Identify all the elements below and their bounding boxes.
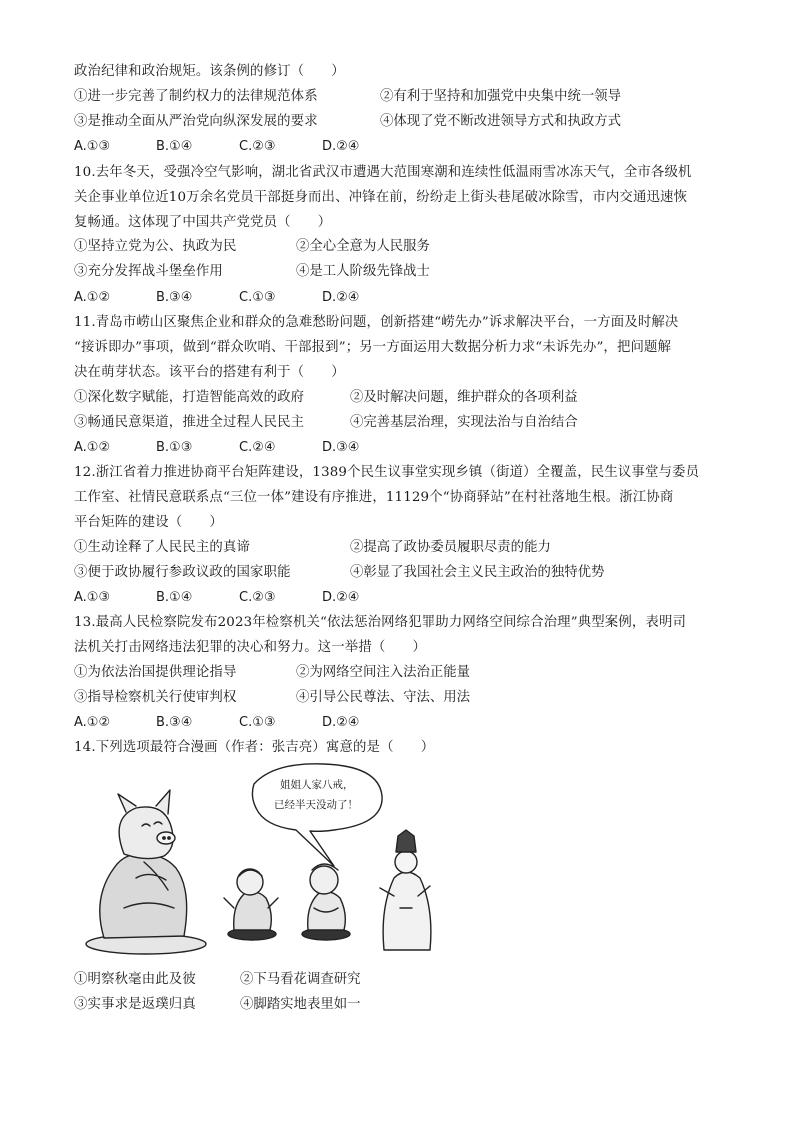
q10-stem-line-3: 复畅通。这体现了中国共产党党员（ ） xyxy=(74,215,332,230)
q10-statement-2: ②全心全意为人民服务 xyxy=(296,239,430,254)
q12-choice-c: C.②③ xyxy=(239,590,276,605)
q12-statement-3: ③便于政协履行参政议政的国家职能 xyxy=(74,565,291,580)
bubble-text-line-2: 已经半天没动了！ xyxy=(274,799,358,811)
q10-choice-a: A.①② xyxy=(74,290,111,305)
q12-stem-line-2: 工作室、社情民意联系点“三位一体”建设有序推进，11129个“协商驿站”在村社落地生根。浙江协商 xyxy=(74,490,674,505)
q12-statement-2: ②提高了政协委员履职尽责的能力 xyxy=(350,540,551,555)
q11-stem-line-1: 11.青岛市崂山区聚焦企业和群众的急难愁盼问题，创新搭建“崂先办”诉求解决平台，一方面及时解决 xyxy=(74,315,679,330)
figure2-body xyxy=(308,892,346,930)
q14-statement-1: ①明察秋毫由此及彼 xyxy=(74,972,196,987)
q13-choice-b: B.③④ xyxy=(156,715,193,730)
monk-body xyxy=(383,872,431,950)
q10-stem-line-2: 关企事业单位近10万余名党员干部挺身而出、冲锋在前，纷纷走上街头巷尾破冰除雪，市内交通迅速恢 xyxy=(74,190,688,205)
q14-statement-4: ④脚踏实地表里如一 xyxy=(240,997,361,1012)
q9-statement-1: ①进一步完善了制约权力的法律规范体系 xyxy=(74,89,318,104)
q12-statement-4: ④彰显了我国社会主义民主政治的独特优势 xyxy=(350,565,605,580)
q13-choice-d: D.②④ xyxy=(322,715,360,730)
q9-statement-3: ③是推动全面从严治党向纵深发展的要求 xyxy=(74,114,318,129)
q13-statement-4: ④引导公民尊法、守法、用法 xyxy=(296,690,471,705)
q11-stem-line-3: 决在萌芽状态。该平台的搭建有利于（ ） xyxy=(74,365,345,380)
q9-choice-a: A.①③ xyxy=(74,139,111,154)
q10-choice-d: D.②④ xyxy=(322,290,360,305)
q13-choice-a: A.①② xyxy=(74,715,111,730)
q12-choice-d: D.②④ xyxy=(322,590,360,605)
q9-statement-2: ②有利于坚持和加强党中央集中统一领导 xyxy=(380,89,622,104)
q11-choice-a: A.①② xyxy=(74,440,111,455)
q14-statement-3: ③实事求是返璞归真 xyxy=(74,997,196,1012)
q9-statement-4: ④体现了党不断改进领导方式和执政方式 xyxy=(380,114,622,129)
cartoon-image xyxy=(84,758,444,958)
q13-statement-2: ②为网络空间注入法治正能量 xyxy=(296,665,471,680)
q12-choice-a: A.①③ xyxy=(74,590,111,605)
q13-statement-3: ③指导检察机关行使审判权 xyxy=(74,690,237,705)
q9-stem-continuation: 政治纪律和政治规矩。该条例的修订（ ） xyxy=(74,64,345,79)
q13-stem-line-1: 13.最高人民检察院发布2023年检察机关“依法惩治网络犯罪助力网络空间综合治理”典型案例，表明司 xyxy=(74,615,687,630)
q10-stem-line-1: 10.去年冬天，受强冷空气影响，湖北省武汉市遭遇大范围寒潮和连续性低温雨雪冰冻天气，全市各级机 xyxy=(74,165,692,180)
q10-choice-b: B.③④ xyxy=(156,290,193,305)
bubble-text-line-1: 姐姐人家八戒， xyxy=(280,779,354,791)
q11-statement-3: ③畅通民意渠道，推进全过程人民民主 xyxy=(74,415,305,430)
q14-statement-2: ②下马看花调查研究 xyxy=(240,972,361,987)
q13-choice-c: C.①③ xyxy=(239,715,276,730)
q13-stem-line-2: 法机关打击网络违法犯罪的决心和努力。这一举措（ ） xyxy=(74,640,427,655)
pig-body xyxy=(100,854,187,938)
q10-choice-c: C.①③ xyxy=(239,290,276,305)
q11-choice-d: D.③④ xyxy=(322,440,360,455)
q12-choice-b: B.①④ xyxy=(156,590,193,605)
q11-statement-4: ④完善基层治理，实现法治与自治结合 xyxy=(350,415,578,430)
q13-statement-1: ①为依法治国提供理论指导 xyxy=(74,665,237,680)
monk-hat xyxy=(396,830,416,852)
q14-stem: 14.下列选项最符合漫画（作者：张吉亮）寓意的是（ ） xyxy=(74,740,435,755)
q9-choice-c: C.②③ xyxy=(239,139,276,154)
q11-statement-2: ②及时解决问题，维护群众的各项利益 xyxy=(350,390,578,405)
q12-statement-1: ①生动诠释了人民民主的真谛 xyxy=(74,540,251,555)
q10-statement-4: ④是工人阶级先锋战士 xyxy=(296,264,430,279)
q11-stem-line-2: “接诉即办”事项，做到“群众吹哨、干部报到”；另一方面运用大数据分析力求“未诉先办”，把问题解 xyxy=(74,340,672,355)
q10-statement-3: ③充分发挥战斗堡垒作用 xyxy=(74,264,223,279)
q11-statement-1: ①深化数字赋能，打造智能高效的政府 xyxy=(74,390,305,405)
q11-choice-b: B.①③ xyxy=(156,440,193,455)
q9-choice-d: D.②④ xyxy=(322,139,360,154)
q10-statement-1: ①坚持立党为公、执政为民 xyxy=(74,239,237,254)
q11-choice-c: C.②④ xyxy=(239,440,276,455)
q12-stem-line-1: 12.浙江省着力推进协商平台矩阵建设，1389个民生议事堂实现乡镇（街道）全覆盖，民生议事堂与委员 xyxy=(74,465,700,480)
figure1-body xyxy=(234,892,272,930)
q9-choice-b: B.①④ xyxy=(156,139,193,154)
q12-stem-line-3: 平台矩阵的建设（ ） xyxy=(74,515,223,530)
